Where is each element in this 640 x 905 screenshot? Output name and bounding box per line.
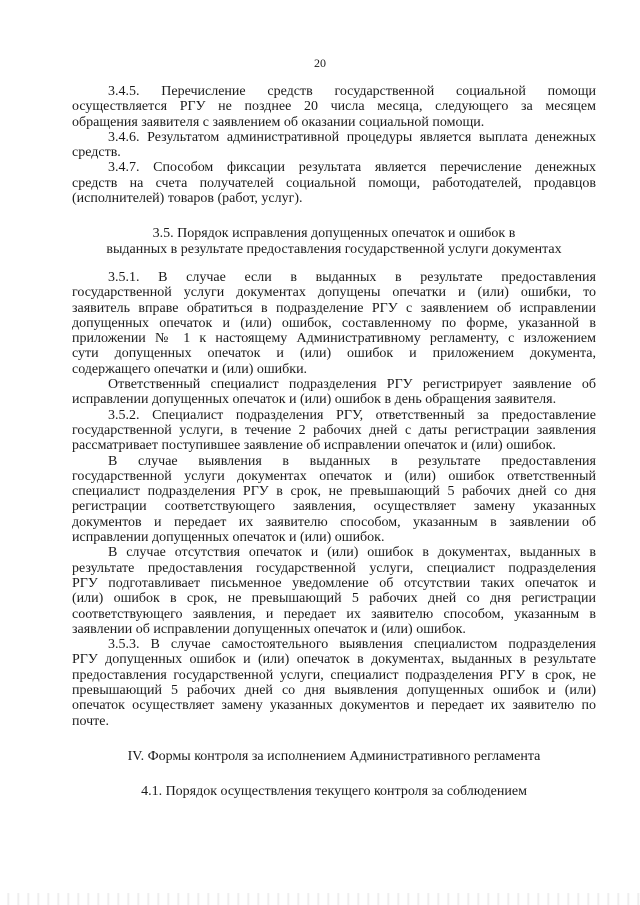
text-line: соответствующего заявления, и передает их заявителю способом, указанным в <box>72 606 596 622</box>
heading-line: выданных в результате предоставления государственной услуги документах <box>106 241 562 257</box>
text-line: приложении № 1 к настоящему Административному регламенту, с изложением <box>72 331 596 347</box>
text-line: 3.5.1. В случае если в выданных в результате предоставления <box>108 269 596 285</box>
page-number: 20 <box>314 56 326 70</box>
text-line: 3.4.6. Результатом административной процедуры является выплата денежных <box>108 129 596 145</box>
heading-line: IV. Формы контроля за исполнением Административного регламента <box>127 748 541 764</box>
text-line: средств на счета получателей социальной помощи, работодателей, продавцов <box>72 175 596 191</box>
text-line: В случае выявления в выданных в результате предоставления <box>108 453 596 469</box>
paragraph-3-5-2 <box>72 408 596 454</box>
text-line: Ответственный специалист подразделения РГУ регистрирует заявление об <box>108 377 596 393</box>
paragraph-no-errors <box>72 545 596 637</box>
text-line: заявитель вправе обратиться в подразделение РГУ с заявлением об исправлении <box>72 300 596 316</box>
text-line: регистрации соответствующего заявления, осуществляет замену указанных <box>72 499 596 515</box>
text-line: исправлении допущенных опечаток и (или) ошибок в день обращения заявителя. <box>72 392 557 408</box>
text-line: специалист подразделения РГУ в срок, не превышающий 5 рабочих дней со дня <box>72 484 596 500</box>
text-line: В случае отсутствия опечаток и (или) ошибок в документах, выданных в <box>108 545 596 561</box>
text-line: государственной услуги, в течение 2 рабочих дней с даты регистрации заявления <box>72 422 596 438</box>
text-line: осуществляется РГУ не позднее 20 числа месяца, следующего за месяцем <box>72 99 596 115</box>
paragraph-errors-found <box>72 454 596 546</box>
paragraph-3-4-7 <box>72 160 596 206</box>
text-line: средств. <box>72 145 121 161</box>
text-line: государственной услуги документах допущены опечатки и (или) ошибки, то <box>72 285 596 301</box>
section-heading-4-1 <box>72 784 596 799</box>
text-line: обращения заявителя с заявлением об оказании социальной помощи. <box>72 114 485 130</box>
section-heading-iv <box>72 749 596 764</box>
text-line: превышающий 5 рабочих дней со дня выявления допущенных ошибок и (или) <box>72 682 596 698</box>
paragraph-3-4-5 <box>72 84 596 130</box>
document-body <box>72 84 596 799</box>
text-line: заявлении об исправлении допущенных опечаток и (или) ошибок. <box>72 621 466 637</box>
text-line: документов и передает их заявителю способом, указанным в заявлении об <box>72 514 596 530</box>
text-line: государственной услуги документах опечаток и (или) ошибок ответственный <box>72 468 596 484</box>
text-line: 3.5.2. Специалист подразделения РГУ, ответственный за предоставление <box>108 407 596 423</box>
heading-line: 4.1. Порядок осуществления текущего контроля за соблюдением <box>141 784 527 800</box>
text-line: рассматривает поступившее заявление об исправлении опечаток и (или) ошибок. <box>72 438 556 454</box>
heading-line: 3.5. Порядок исправления допущенных опечаток и ошибок в <box>152 226 516 242</box>
paragraph-3-5-1 <box>72 270 596 377</box>
paragraph-3-4-6 <box>72 130 596 161</box>
text-line: (или) ошибок в срок, не превышающий 5 рабочих дней со дня регистрации <box>72 591 596 607</box>
text-line: РГУ допущенных ошибок и (или) опечаток в документах, выданных в результате <box>72 652 596 668</box>
text-line: почте. <box>72 713 110 729</box>
scan-artifact-strip <box>0 893 640 905</box>
text-line: допущенных опечаток и (или) ошибок, составленному по форме, указанной в <box>72 315 596 331</box>
text-line: результате предоставления государственной услуги, специалист подразделения <box>72 560 596 576</box>
text-line: исправлении допущенных опечаток и (или) ошибок. <box>72 530 385 546</box>
text-line: (исполнителей) товаров (работ, услуг). <box>72 191 303 207</box>
text-line: сути допущенных опечаток и (или) ошибок и приложением документа, <box>72 346 596 362</box>
text-line: опечаток осуществляет замену указанных документов и передает их заявителю по <box>72 698 596 714</box>
section-heading-3-5 <box>72 226 596 257</box>
paragraph-registration <box>72 377 596 408</box>
text-line: 3.4.5. Перечисление средств государственной социальной помощи <box>108 84 596 99</box>
paragraph-3-5-3 <box>72 637 596 729</box>
text-line: 3.4.7. Способом фиксации результата является перечисление денежных <box>108 160 596 176</box>
text-line: 3.5.3. В случае самостоятельного выявления специалистом подразделения <box>108 637 596 653</box>
text-line: содержащего опечатки и (или) ошибки. <box>72 361 308 377</box>
text-line: предоставления государственной услуги, специалист подразделения РГУ в срок, не <box>72 667 596 683</box>
text-line: РГУ подготавливает письменное уведомление об отсутствии таких опечаток и <box>72 575 596 591</box>
